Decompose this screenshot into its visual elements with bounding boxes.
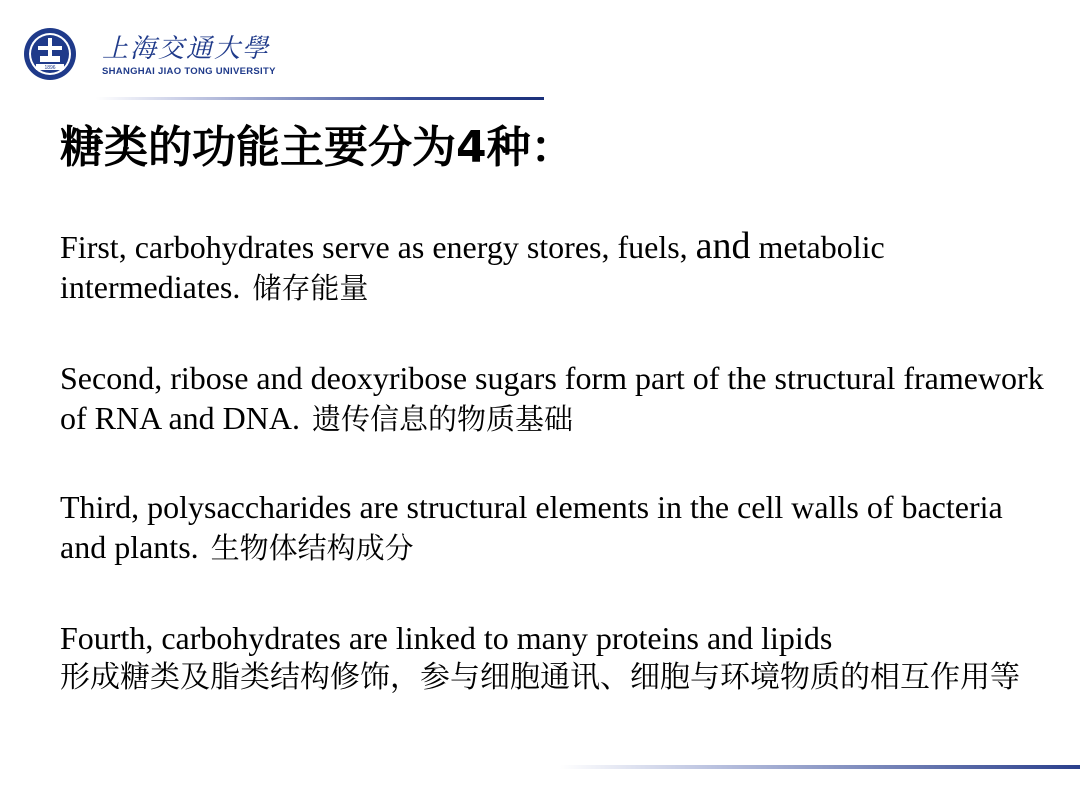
slide-title: 糖类的功能主要分为4种：: [60, 122, 575, 173]
paragraph-1-chinese: 储存能量: [252, 271, 369, 305]
paragraph-1-text-pre: First, carbohydrates serve as energy stores, fuels,: [60, 229, 696, 265]
paragraph-2-chinese: 遗传信息的物质基础: [311, 402, 573, 436]
paragraph-4-text: Fourth, carbohydrates are linked to many proteins and lipids: [60, 620, 833, 656]
paragraph-4-chinese: 形成糖类及脂类结构修饰，参与细胞通讯、细胞与环境物质的相互作用等: [60, 660, 1020, 695]
paragraph-1-text-and: and: [695, 225, 751, 267]
paragraph-1-text-post: metabolic intermediates.: [60, 229, 885, 305]
university-seal-icon: [22, 26, 78, 82]
university-name-english: SHANGHAI JIAO TONG UNIVERSITY: [102, 66, 276, 77]
paragraph-1: [60, 226, 1050, 308]
footer-divider: [560, 765, 1080, 769]
header-divider: [96, 97, 544, 100]
paragraph-2-text: Second, ribose and deoxyribose sugars form part of the structural framework of RNA and DNA.: [60, 360, 1044, 436]
paragraph-3-text: Third, polysaccharides are structural elements in the cell walls of bacteria and plants.: [60, 489, 1003, 565]
seal-year: 1896: [44, 65, 56, 71]
paragraph-3-chinese: 生物体结构成分: [210, 531, 414, 565]
paragraph-4: [60, 618, 1050, 698]
university-name-chinese: 上海交通大學: [102, 34, 271, 64]
paragraph-2: [60, 358, 1050, 439]
paragraph-3: [60, 487, 1050, 568]
